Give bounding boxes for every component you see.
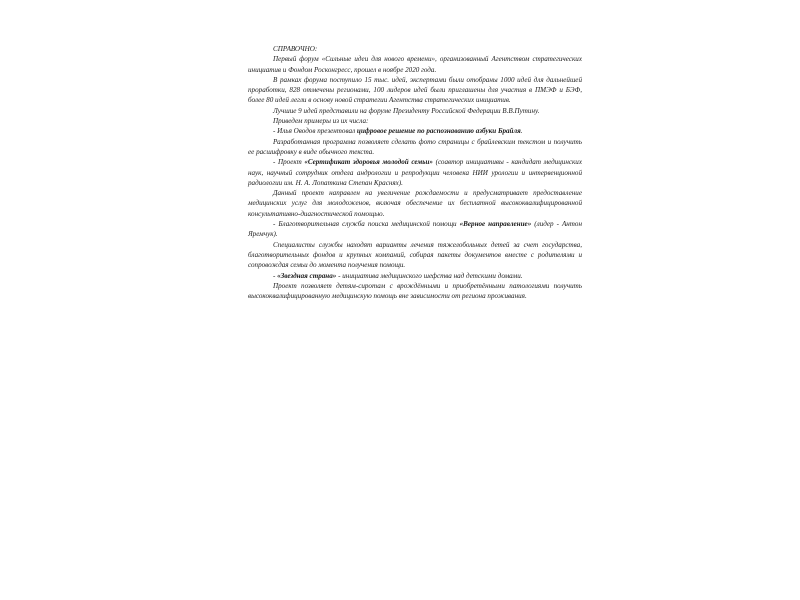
paragraph-star-country-desc: Проект позволяет детям-сиротам с врождёнными и приобретёнными патологиями получить высококвалифицированную медицинскую помощь вне зависимости от региона проживания.	[248, 281, 582, 301]
certificate-post: (соавтор инициативы - кандидат медицинских наук, научный сотрудник отдела андрологии и репродукции человека НИИ урологии и интервенционной радиологии им. Н. А. Лопаткина Степан Краснях).	[248, 158, 582, 187]
reference-heading: СПРАВОЧНО:	[273, 45, 318, 53]
paragraph-braille-desc: Разработанная программа позволяет сделать фото страницы с брайлевским текстом и получить ее расшифровку в виде обычного текста.	[248, 137, 582, 156]
paragraph-examples-intro: Приведем примеры из их числа:	[273, 117, 369, 126]
star-country-pre: -	[273, 271, 278, 280]
braille-highlight: цифровое решение по распознаванию азбуки Брайля	[356, 127, 521, 136]
paragraph-forum-intro: Первый форум «Сильные идеи для нового времени», организованный Агентством стратегических инициатив и Фондом Росконгресс, прошел в ноябре 2020 года.	[248, 55, 582, 74]
paragraph-forum-stats: В рамках форума поступило 15 тыс. идей, экспертами были отобраны 1000 идей для дальнейшей проработки, 828 отмечены регионами, 100 лидеров идей были приглашены для участия в ПМЭФ и БЭФ, более 80 идей легли в основу новой стратегии Агентства стратегических инициатив.	[248, 75, 582, 105]
braille-pre: - Илья Оводов презентовал	[273, 127, 357, 136]
paragraph-best-ideas: Лучшие 9 идей представили на форуме Президенту Российской Федерации В.В.Путину.	[273, 106, 540, 115]
right-direction-post: (лидер - Антон Яремчук).	[248, 220, 582, 239]
paragraph-right-direction-desc: Специалисты службы находят варианты лечения тяжелобольных детей за счет государства, благотворительных фондов и крупных компаний, собирая пакеты документов вместе с родителями и сопровождая семьи до момента получения помощи.	[248, 240, 582, 270]
star-country-post: - инициатива медицинского шефства над детскими домами.	[336, 271, 523, 280]
right-direction-pre: - Благотворительная служба поиска медицинской помощи	[273, 220, 460, 229]
right-direction-highlight: «Верное направление»	[459, 220, 532, 229]
document-page	[248, 44, 582, 301]
paragraph-certificate-desc: Данный проект направлен на увеличение рождаемости и предусматривает предоставление медицинских услуг для молодоженов, включая обеспечение их бесплатной высококвалифицированной консультативно-диагностической помощью.	[248, 189, 582, 218]
paragraph-right-direction	[248, 219, 582, 240]
paragraph-star-country	[248, 271, 582, 281]
paragraph-braille	[248, 126, 582, 136]
certificate-highlight: «Сертификат здоровья молодой семьи»	[304, 158, 433, 167]
certificate-pre: - Проект	[273, 158, 305, 167]
paragraph-certificate	[248, 157, 582, 188]
braille-post: .	[520, 127, 523, 136]
star-country-highlight: «Звездная страна»	[277, 271, 337, 280]
